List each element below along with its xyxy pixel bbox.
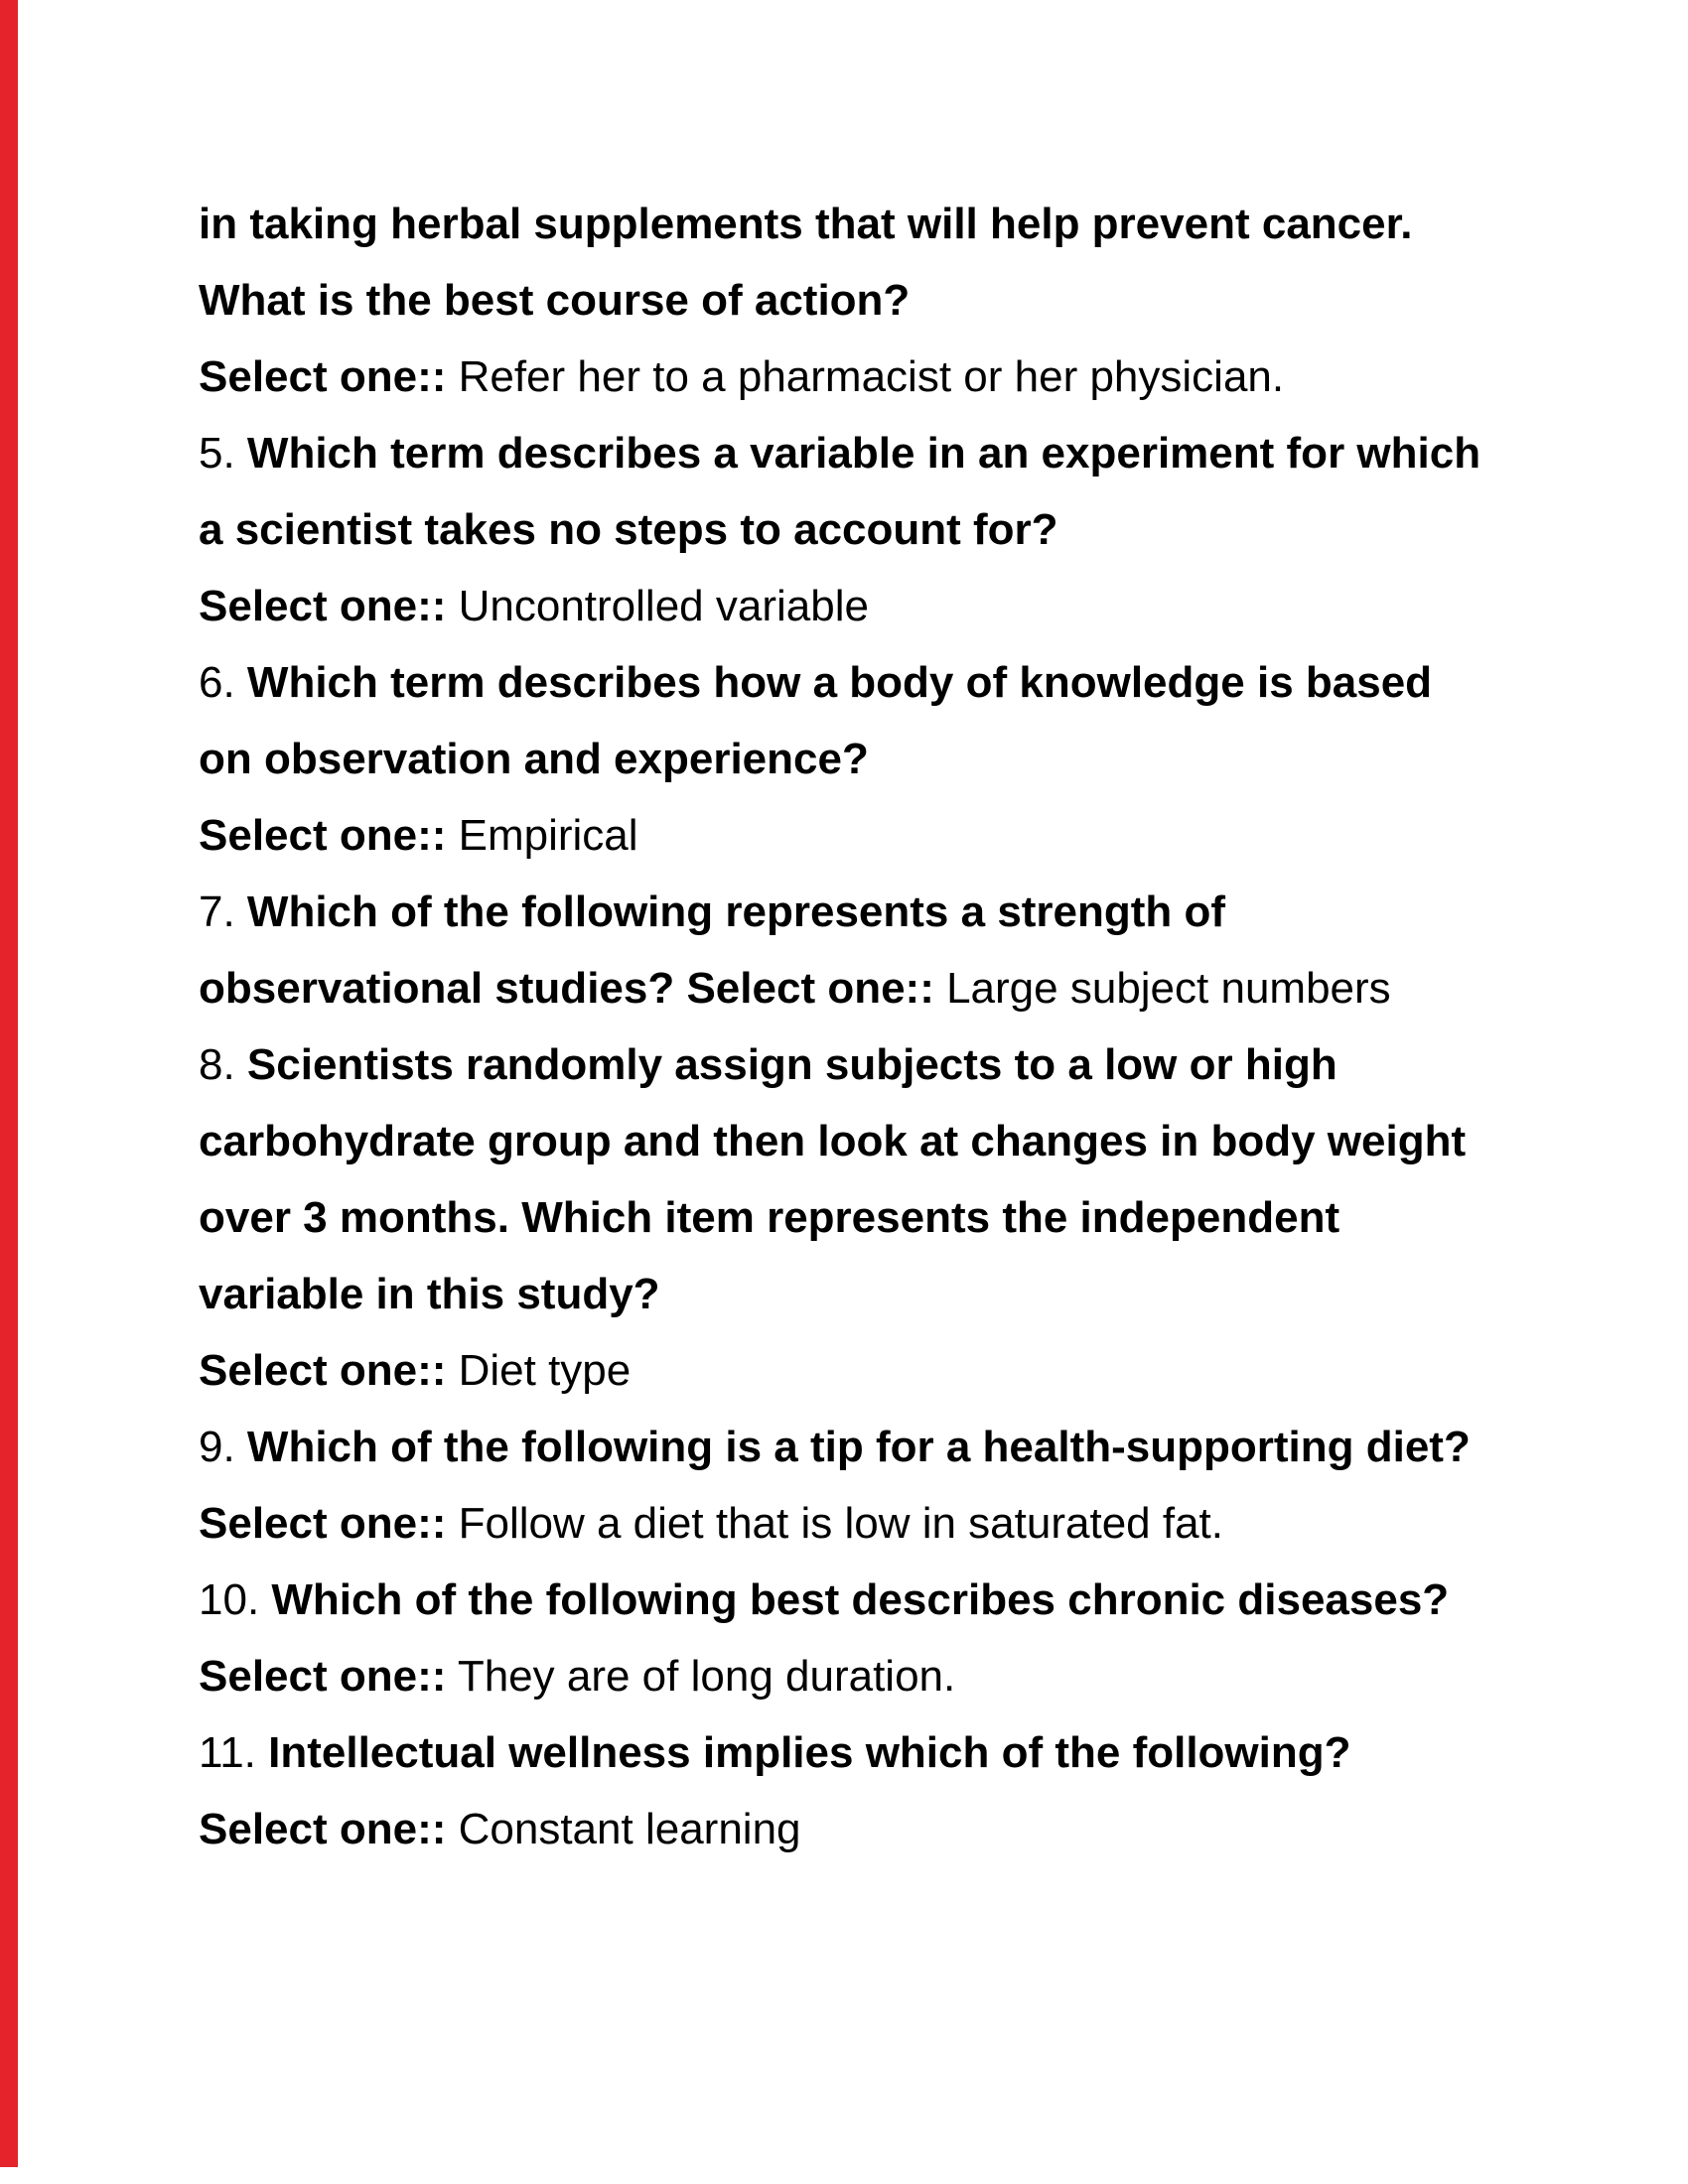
page-edge-stripe <box>0 0 18 2167</box>
text-segment: carbohydrate group and then look at changes in body weight <box>199 1117 1467 1165</box>
text-line <box>199 491 1509 568</box>
text-segment: Which of the following is a tip for a health-supporting diet? <box>246 1423 1471 1471</box>
text-line <box>199 186 1509 262</box>
text-line <box>199 721 1509 797</box>
text-segment: Intellectual wellness implies which of the following? <box>268 1728 1351 1777</box>
text-segment: Empirical <box>446 811 638 860</box>
text-segment: Constant learning <box>446 1805 801 1853</box>
text-segment: 6. <box>199 658 247 707</box>
text-segment: in taking herbal supplements that will help prevent cancer. <box>199 200 1413 248</box>
text-segment: 10. <box>199 1575 272 1624</box>
text-segment: 9. <box>199 1423 247 1471</box>
text-line <box>199 1026 1509 1103</box>
text-segment: What is the best course of action? <box>199 276 911 325</box>
text-line <box>199 1179 1509 1256</box>
text-line <box>199 1562 1509 1638</box>
text-segment: Select one:: <box>199 582 447 630</box>
text-line <box>199 1103 1509 1179</box>
text-segment: Large subject numbers <box>933 964 1391 1013</box>
text-line <box>199 339 1509 415</box>
text-line <box>199 1638 1509 1714</box>
text-line <box>199 1256 1509 1332</box>
text-segment: on observation and experience? <box>199 735 869 783</box>
text-segment: 5. <box>199 429 247 478</box>
text-line <box>199 1332 1509 1409</box>
text-line <box>199 797 1509 874</box>
text-segment: Scientists randomly assign subjects to a low or high <box>246 1040 1337 1089</box>
text-segment: Follow a diet that is low in saturated fat. <box>446 1499 1224 1548</box>
text-line <box>199 1714 1509 1791</box>
text-segment: Which term describes a variable in an experiment for which <box>246 429 1481 478</box>
text-segment: Select one:: <box>199 352 447 401</box>
text-line <box>199 415 1509 491</box>
text-segment: Refer her to a pharmacist or her physician. <box>446 352 1285 401</box>
text-segment: a scientist takes no steps to account for? <box>199 505 1058 554</box>
text-line <box>199 874 1509 950</box>
text-segment: Uncontrolled variable <box>446 582 869 630</box>
text-line <box>199 1409 1509 1485</box>
text-segment: Diet type <box>446 1346 632 1395</box>
text-segment: 8. <box>199 1040 247 1089</box>
text-segment: They are of long duration. <box>446 1652 956 1701</box>
text-line <box>199 1485 1509 1562</box>
text-segment: Which of the following best describes chronic diseases? <box>271 1575 1450 1624</box>
text-segment: over 3 months. Which item represents the independent <box>199 1193 1340 1242</box>
text-segment: Select one:: <box>199 1805 447 1853</box>
text-segment: Select one:: <box>199 1346 447 1395</box>
text-line <box>199 568 1509 644</box>
text-segment: 7. <box>199 887 247 936</box>
text-line <box>199 262 1509 339</box>
document-page <box>199 186 1509 1867</box>
text-line <box>199 950 1509 1026</box>
text-lines <box>199 186 1509 1867</box>
text-segment: Which term describes how a body of knowledge is based <box>246 658 1433 707</box>
text-line <box>199 1791 1509 1867</box>
text-segment: Select one:: <box>199 1652 447 1701</box>
text-segment: variable in this study? <box>199 1270 660 1318</box>
text-line <box>199 644 1509 721</box>
text-segment: Select one:: <box>199 1499 447 1548</box>
text-segment: Which of the following represents a strength of <box>246 887 1226 936</box>
text-segment: observational studies? Select one:: <box>199 964 934 1013</box>
text-segment: Select one:: <box>199 811 447 860</box>
text-segment: 11. <box>199 1728 269 1777</box>
